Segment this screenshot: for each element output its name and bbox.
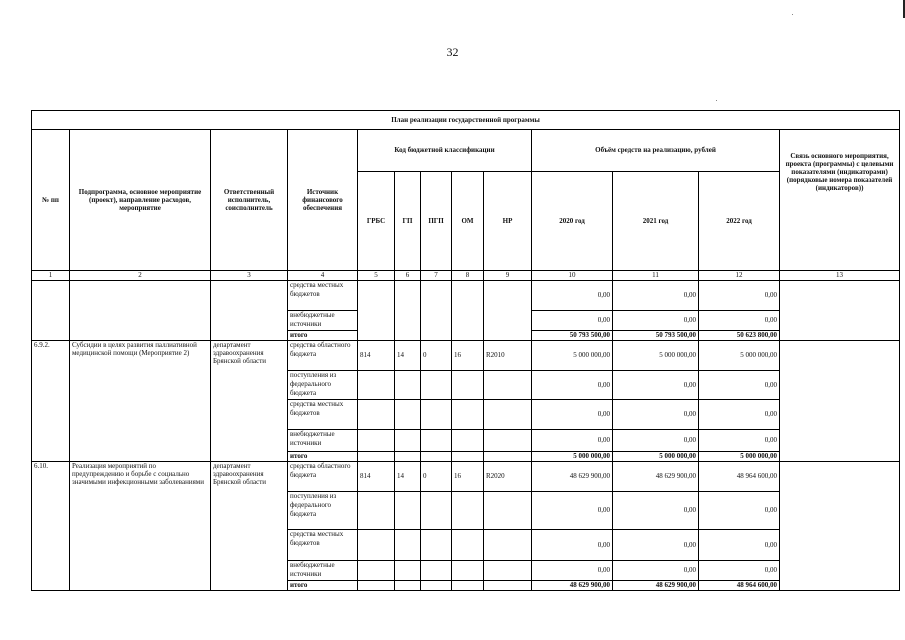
cell-2021: 0,00 bbox=[613, 400, 699, 430]
cell-pgp bbox=[421, 530, 452, 561]
cell-grbs bbox=[358, 492, 395, 530]
cell-2021: 0,00 bbox=[613, 311, 699, 331]
cell-pgp bbox=[421, 281, 452, 341]
column-number: 13 bbox=[780, 271, 900, 281]
cell-pgp: 0 bbox=[421, 462, 452, 492]
cell-name: Субсидии в целях развития паллиативной медицинской помощи (Мероприятие 2) bbox=[70, 341, 211, 462]
col-header-budget-code: Код бюджетной классификации bbox=[358, 130, 532, 172]
table-title: План реализации государственной программы bbox=[32, 111, 900, 130]
cell-gp: 14 bbox=[395, 341, 421, 371]
cell-om bbox=[452, 430, 484, 452]
page-number: 32 bbox=[446, 45, 459, 59]
cell-source: итого bbox=[288, 331, 358, 341]
cell-source: средства местных бюджетов bbox=[288, 281, 358, 311]
cell-om: 16 bbox=[452, 462, 484, 492]
table-row bbox=[32, 341, 900, 371]
cell-2022: 5 000 000,00 bbox=[699, 341, 780, 371]
cell-2020: 50 793 500,00 bbox=[532, 331, 613, 341]
cell-om bbox=[452, 581, 484, 591]
cell-source: внебюджетные источники bbox=[288, 311, 358, 331]
cell-gp: 14 bbox=[395, 462, 421, 492]
cell-source: внебюджетные источники bbox=[288, 561, 358, 581]
table-row bbox=[32, 462, 900, 492]
cell-2022: 50 623 800,00 bbox=[699, 331, 780, 341]
column-number: 7 bbox=[421, 271, 452, 281]
cell-nr bbox=[484, 581, 532, 591]
cell-nr bbox=[484, 492, 532, 530]
cell-source: итого bbox=[288, 581, 358, 591]
cell-name: Реализация мероприятий по предупреждению и борьбе с социально значимыми инфекционными заболеваниями bbox=[70, 462, 211, 591]
cell-2021: 0,00 bbox=[613, 561, 699, 581]
cell-2022: 0,00 bbox=[699, 281, 780, 311]
cell-grbs: 814 bbox=[358, 462, 395, 492]
column-number: 4 bbox=[288, 271, 358, 281]
column-number: 6 bbox=[395, 271, 421, 281]
cell-gp bbox=[395, 371, 421, 400]
cell-2020: 0,00 bbox=[532, 311, 613, 331]
cell-2020: 48 629 900,00 bbox=[532, 462, 613, 492]
cell-2021: 48 629 900,00 bbox=[613, 462, 699, 492]
cell-om bbox=[452, 400, 484, 430]
column-number: 1 bbox=[32, 271, 70, 281]
cell-nr: R2010 bbox=[484, 341, 532, 371]
cell-2020: 5 000 000,00 bbox=[532, 341, 613, 371]
cell-2021: 0,00 bbox=[613, 371, 699, 400]
cell-2020: 5 000 000,00 bbox=[532, 452, 613, 462]
cell-grbs bbox=[358, 281, 395, 341]
cell-2021: 0,00 bbox=[613, 530, 699, 561]
cell-om bbox=[452, 281, 484, 341]
cell-gp bbox=[395, 530, 421, 561]
col-header-funds: Объём средств на реализацию, рублей bbox=[532, 130, 780, 172]
col-header-name: Подпрограмма, основное мероприятие (проект), направление расходов, мероприятие bbox=[70, 130, 211, 271]
cell-2020: 0,00 bbox=[532, 530, 613, 561]
col-header-nr: НР bbox=[484, 172, 532, 271]
cell-2022: 48 964 600,00 bbox=[699, 462, 780, 492]
cell-source: средства местных бюджетов bbox=[288, 530, 358, 561]
cell-om bbox=[452, 371, 484, 400]
scan-speck bbox=[792, 14, 793, 15]
cell-2022: 0,00 bbox=[699, 430, 780, 452]
cell-gp bbox=[395, 581, 421, 591]
cell-source: итого bbox=[288, 452, 358, 462]
column-number: 12 bbox=[699, 271, 780, 281]
cell-responsible bbox=[211, 281, 288, 341]
cell-nr bbox=[484, 561, 532, 581]
cell-link bbox=[780, 341, 900, 462]
cell-source: внебюджетные источники bbox=[288, 430, 358, 452]
cell-gp bbox=[395, 452, 421, 462]
cell-om bbox=[452, 452, 484, 462]
column-number: 9 bbox=[484, 271, 532, 281]
cell-pgp bbox=[421, 400, 452, 430]
cell-2021: 0,00 bbox=[613, 492, 699, 530]
col-header-gp: ГП bbox=[395, 172, 421, 271]
cell-source: средства областного бюджета bbox=[288, 341, 358, 371]
cell-source: средства местных бюджетов bbox=[288, 400, 358, 430]
cell-grbs: 814 bbox=[358, 341, 395, 371]
column-number: 11 bbox=[613, 271, 699, 281]
column-number: 5 bbox=[358, 271, 395, 281]
col-header-2022: 2022 год bbox=[699, 172, 780, 271]
scan-speck bbox=[716, 100, 717, 101]
cell-grbs bbox=[358, 371, 395, 400]
cell-grbs bbox=[358, 530, 395, 561]
cell-responsible: департамент здравоохранения Брянской области bbox=[211, 462, 288, 591]
cell-om bbox=[452, 561, 484, 581]
cell-2020: 0,00 bbox=[532, 400, 613, 430]
cell-pgp bbox=[421, 452, 452, 462]
cell-2021: 0,00 bbox=[613, 281, 699, 311]
cell-2022: 0,00 bbox=[699, 400, 780, 430]
cell-2022: 0,00 bbox=[699, 530, 780, 561]
col-header-pgp: ПГП bbox=[421, 172, 452, 271]
cell-link bbox=[780, 462, 900, 591]
cell-2022: 0,00 bbox=[699, 561, 780, 581]
cell-nr bbox=[484, 281, 532, 341]
cell-2021: 50 793 500,00 bbox=[613, 331, 699, 341]
cell-grbs bbox=[358, 452, 395, 462]
col-header-source: Источник финансового обеспечения bbox=[288, 130, 358, 271]
col-header-link: Связь основного мероприятия, проекта (программы) с целевыми показателями (индикаторами) (порядковые номера показателей (индикаторов)) bbox=[780, 130, 900, 271]
cell-gp bbox=[395, 400, 421, 430]
col-header-2020: 2020 год bbox=[532, 172, 613, 271]
cell-2022: 48 964 600,00 bbox=[699, 581, 780, 591]
cell-nr bbox=[484, 452, 532, 462]
cell-nr bbox=[484, 400, 532, 430]
col-header-grbs: ГРБС bbox=[358, 172, 395, 271]
cell-grbs bbox=[358, 581, 395, 591]
cell-2020: 0,00 bbox=[532, 281, 613, 311]
cell-name bbox=[70, 281, 211, 341]
cell-nr bbox=[484, 371, 532, 400]
cell-2022: 5 000 000,00 bbox=[699, 452, 780, 462]
cell-pgp bbox=[421, 561, 452, 581]
cell-om bbox=[452, 530, 484, 561]
cell-2021: 5 000 000,00 bbox=[613, 341, 699, 371]
column-number: 10 bbox=[532, 271, 613, 281]
cell-2020: 0,00 bbox=[532, 492, 613, 530]
cell-no bbox=[32, 281, 70, 341]
cell-no: 6.9.2. bbox=[32, 341, 70, 462]
col-header-2021: 2021 год bbox=[613, 172, 699, 271]
cell-grbs bbox=[358, 561, 395, 581]
cell-responsible: департамент здравоохранения Брянской области bbox=[211, 341, 288, 462]
cell-pgp bbox=[421, 430, 452, 452]
column-number: 2 bbox=[70, 271, 211, 281]
col-header-responsible: Ответственный исполнитель, соисполнитель bbox=[211, 130, 288, 271]
cell-pgp bbox=[421, 371, 452, 400]
cell-om bbox=[452, 492, 484, 530]
cell-2020: 48 629 900,00 bbox=[532, 581, 613, 591]
cell-gp bbox=[395, 492, 421, 530]
cell-2020: 0,00 bbox=[532, 371, 613, 400]
cell-gp bbox=[395, 561, 421, 581]
cell-2021: 5 000 000,00 bbox=[613, 452, 699, 462]
cell-link bbox=[780, 281, 900, 341]
cell-source: поступления из федерального бюджета bbox=[288, 371, 358, 400]
col-header-no: № пп bbox=[32, 130, 70, 271]
table-row bbox=[32, 281, 900, 311]
cell-2020: 0,00 bbox=[532, 430, 613, 452]
cell-pgp bbox=[421, 492, 452, 530]
cell-2022: 0,00 bbox=[699, 311, 780, 331]
column-number: 8 bbox=[452, 271, 484, 281]
cell-2021: 0,00 bbox=[613, 430, 699, 452]
cell-source: средства областного бюджета bbox=[288, 462, 358, 492]
cell-om: 16 bbox=[452, 341, 484, 371]
cell-gp bbox=[395, 281, 421, 341]
cell-2022: 0,00 bbox=[699, 371, 780, 400]
cell-source: поступления из федерального бюджета bbox=[288, 492, 358, 530]
cell-grbs bbox=[358, 400, 395, 430]
cell-nr bbox=[484, 430, 532, 452]
cell-grbs bbox=[358, 430, 395, 452]
cell-gp bbox=[395, 430, 421, 452]
column-number: 3 bbox=[211, 271, 288, 281]
program-plan-table bbox=[31, 110, 900, 591]
cell-2020: 0,00 bbox=[532, 561, 613, 581]
cell-no: 6.10. bbox=[32, 462, 70, 591]
cell-nr: R2020 bbox=[484, 462, 532, 492]
col-header-om: ОМ bbox=[452, 172, 484, 271]
cell-2021: 48 629 900,00 bbox=[613, 581, 699, 591]
cell-nr bbox=[484, 530, 532, 561]
cell-pgp bbox=[421, 581, 452, 591]
cell-pgp: 0 bbox=[421, 341, 452, 371]
cell-2022: 0,00 bbox=[699, 492, 780, 530]
